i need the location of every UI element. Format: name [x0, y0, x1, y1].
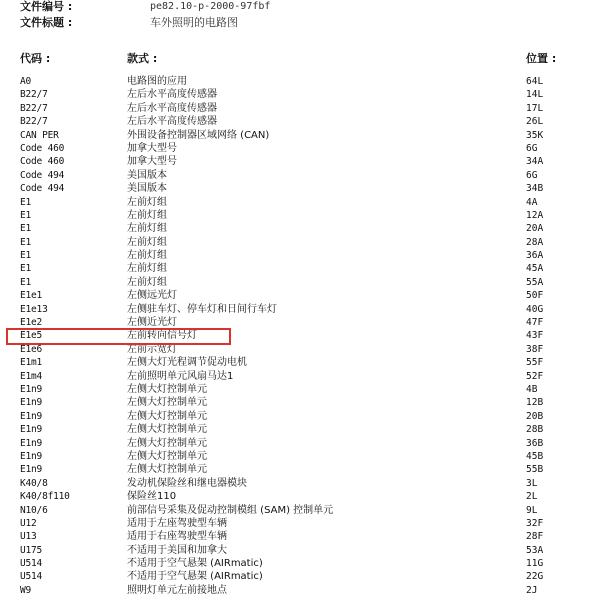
- row-position: 45B: [526, 450, 544, 462]
- header-description: 款式 :: [127, 52, 158, 65]
- table-row: [0, 209, 600, 222]
- row-description: 左侧大灯控制单元: [127, 464, 207, 476]
- row-position: 28A: [526, 236, 544, 248]
- row-code: E1e13: [20, 303, 48, 315]
- table-row: [0, 584, 600, 597]
- row-position: 47F: [526, 317, 544, 329]
- row-code: Code 460: [20, 142, 65, 154]
- component-table: [0, 75, 600, 597]
- row-position: 11G: [526, 558, 544, 570]
- table-row: [0, 477, 600, 490]
- row-description: 左前灯组: [127, 263, 167, 275]
- row-code: E1: [20, 196, 32, 208]
- row-code: E1n9: [20, 450, 43, 462]
- row-code: W9: [20, 584, 32, 596]
- table-row: [0, 262, 600, 275]
- row-description: 左前灯组: [127, 209, 167, 221]
- row-position: 20A: [526, 223, 544, 235]
- row-code: Code 494: [20, 169, 65, 181]
- row-code: E1n9: [20, 410, 43, 422]
- row-description: 照明灯单元左前接地点: [127, 584, 227, 596]
- row-code: E1e2: [20, 317, 43, 329]
- table-row: [0, 504, 600, 517]
- row-description: 左前示宽灯: [127, 343, 177, 355]
- row-code: K40/8: [20, 477, 48, 489]
- table-row: [0, 289, 600, 302]
- row-description: 左侧大灯控制单元: [127, 383, 207, 395]
- table-row: [0, 343, 600, 356]
- row-description: 美国版本: [127, 169, 167, 181]
- row-code: U13: [20, 531, 37, 543]
- row-position: 6G: [526, 142, 538, 154]
- row-code: B22/7: [20, 116, 48, 128]
- row-code: A0: [20, 76, 32, 87]
- row-position: 36A: [526, 250, 544, 262]
- table-row: [0, 276, 600, 289]
- table-row: [0, 169, 600, 182]
- table-row: [0, 370, 600, 383]
- table-row: [0, 410, 600, 423]
- row-code: E1n9: [20, 464, 43, 476]
- row-code: E1: [20, 250, 32, 262]
- row-position: 17L: [526, 102, 544, 114]
- row-code: E1m1: [20, 357, 43, 369]
- row-code: B22/7: [20, 102, 48, 114]
- row-description: 美国版本: [127, 183, 167, 195]
- row-position: 55B: [526, 464, 544, 476]
- row-description: 左前转向信号灯: [127, 330, 197, 342]
- table-row: [0, 450, 600, 463]
- table-row: [0, 129, 600, 142]
- row-position: 9L: [526, 504, 538, 516]
- table-row: [0, 557, 600, 570]
- row-code: E1e1: [20, 290, 43, 302]
- row-description: 加拿大型号: [127, 142, 177, 154]
- table-row: [0, 383, 600, 396]
- row-position: 2L: [526, 491, 538, 503]
- row-position: 45A: [526, 263, 544, 275]
- row-code: E1: [20, 263, 32, 275]
- row-description: 不适用于空气悬架 (AIRmatic): [127, 571, 263, 583]
- row-description: 左侧近光灯: [127, 317, 177, 329]
- row-code: Code 460: [20, 156, 65, 168]
- row-code: U514: [20, 558, 43, 570]
- row-position: 12A: [526, 209, 544, 221]
- row-position: 4A: [526, 196, 538, 208]
- row-description: 左侧大灯控制单元: [127, 450, 207, 462]
- row-description: 左前照明单元风扇马达1: [127, 370, 234, 382]
- table-row: [0, 222, 600, 235]
- row-code: E1n9: [20, 437, 43, 449]
- table-row: [0, 155, 600, 168]
- row-code: E1e6: [20, 343, 43, 355]
- row-code: U12: [20, 517, 37, 529]
- row-position: 6G: [526, 169, 538, 181]
- table-row: [0, 490, 600, 503]
- row-position: 36B: [526, 437, 544, 449]
- table-row: [0, 570, 600, 583]
- row-code: CAN PER: [20, 129, 59, 141]
- row-code: E1: [20, 236, 32, 248]
- table-row: [0, 303, 600, 316]
- row-description: 左侧大灯控制单元: [127, 397, 207, 409]
- table-row: [0, 517, 600, 530]
- row-position: 20B: [526, 410, 544, 422]
- row-description: 电路图的应用: [127, 76, 187, 87]
- doc-number-value: pe82.10-p-2000-97fbf: [150, 1, 271, 12]
- row-position: 64L: [526, 76, 544, 87]
- row-description: 左侧大灯光程调节促动电机: [127, 357, 247, 369]
- row-description: 加拿大型号: [127, 156, 177, 168]
- table-row: [0, 437, 600, 450]
- table-row: [0, 75, 600, 88]
- row-code: E1n9: [20, 397, 43, 409]
- row-description: 适用于右座驾驶型车辆: [127, 531, 227, 543]
- row-code: B22/7: [20, 89, 48, 101]
- row-code: E1e5: [20, 330, 43, 342]
- row-description: 适用于左座驾驶型车辆: [127, 517, 227, 529]
- row-code: E1: [20, 223, 32, 235]
- row-position: 26L: [526, 116, 544, 128]
- table-row: [0, 530, 600, 543]
- row-code: K40/8f110: [20, 491, 70, 503]
- table-row: [0, 544, 600, 557]
- row-position: 43F: [526, 330, 544, 342]
- row-position: 4B: [526, 383, 538, 395]
- table-row: [0, 236, 600, 249]
- row-position: 38F: [526, 343, 544, 355]
- row-description: 左侧远光灯: [127, 290, 177, 302]
- table-row: [0, 316, 600, 329]
- row-description: 保险丝110: [127, 491, 177, 503]
- table-row: [0, 396, 600, 409]
- row-position: 34B: [526, 183, 544, 195]
- row-code: Code 494: [20, 183, 65, 195]
- row-code: E1n9: [20, 424, 43, 436]
- row-description: 左后水平高度传感器: [127, 116, 217, 128]
- row-position: 28B: [526, 424, 544, 436]
- row-position: 50F: [526, 290, 544, 302]
- row-code: E1n9: [20, 383, 43, 395]
- row-description: 左前灯组: [127, 196, 167, 208]
- row-description: 左前灯组: [127, 276, 167, 288]
- doc-title-value: 车外照明的电路图: [150, 16, 238, 29]
- row-code: E1m4: [20, 370, 43, 382]
- row-description: 发动机保险丝和继电器模块: [127, 477, 247, 489]
- table-row: [0, 142, 600, 155]
- row-description: 外围设备控制器区域网络 (CAN): [127, 129, 270, 141]
- row-code: U514: [20, 571, 43, 583]
- row-position: 12B: [526, 397, 544, 409]
- row-description: 左后水平高度传感器: [127, 102, 217, 114]
- table-row: [0, 329, 600, 342]
- row-position: 28F: [526, 531, 544, 543]
- row-position: 55A: [526, 276, 544, 288]
- row-description: 不适用于空气悬架 (AIRmatic): [127, 558, 263, 570]
- row-description: 左侧大灯控制单元: [127, 437, 207, 449]
- row-description: 左前灯组: [127, 250, 167, 262]
- row-description: 不适用于美国和加拿大: [127, 544, 227, 556]
- table-row: [0, 115, 600, 128]
- row-position: 52F: [526, 370, 544, 382]
- row-code: N10/6: [20, 504, 48, 516]
- table-row: [0, 463, 600, 476]
- row-description: 左后水平高度传感器: [127, 89, 217, 101]
- row-position: 34A: [526, 156, 544, 168]
- table-row: [0, 196, 600, 209]
- row-code: E1: [20, 276, 32, 288]
- row-position: 53A: [526, 544, 544, 556]
- row-position: 55F: [526, 357, 544, 369]
- table-row: [0, 423, 600, 436]
- doc-title-label: 文件标题 :: [20, 16, 73, 29]
- table-row: [0, 182, 600, 195]
- table-row: [0, 88, 600, 101]
- doc-number-label: 文件编号 :: [20, 0, 73, 13]
- row-description: 左前灯组: [127, 236, 167, 248]
- row-description: 左侧大灯控制单元: [127, 424, 207, 436]
- table-row: [0, 356, 600, 369]
- header-position: 位置 :: [526, 52, 557, 65]
- table-row: [0, 249, 600, 262]
- row-position: 22G: [526, 571, 544, 583]
- row-description: 左前灯组: [127, 223, 167, 235]
- row-description: 前部信号采集及促动控制模组 (SAM) 控制单元: [127, 504, 334, 516]
- row-position: 32F: [526, 517, 544, 529]
- row-position: 35K: [526, 129, 544, 141]
- row-position: 2J: [526, 584, 538, 596]
- row-description: 左侧大灯控制单元: [127, 410, 207, 422]
- row-position: 40G: [526, 303, 544, 315]
- table-header: [0, 50, 600, 66]
- table-row: [0, 102, 600, 115]
- row-position: 3L: [526, 477, 538, 489]
- row-code: U175: [20, 544, 43, 556]
- row-description: 左侧驻车灯、停车灯和日间行车灯: [127, 303, 277, 315]
- header-code: 代码 :: [20, 52, 51, 65]
- row-code: E1: [20, 209, 32, 221]
- row-position: 14L: [526, 89, 544, 101]
